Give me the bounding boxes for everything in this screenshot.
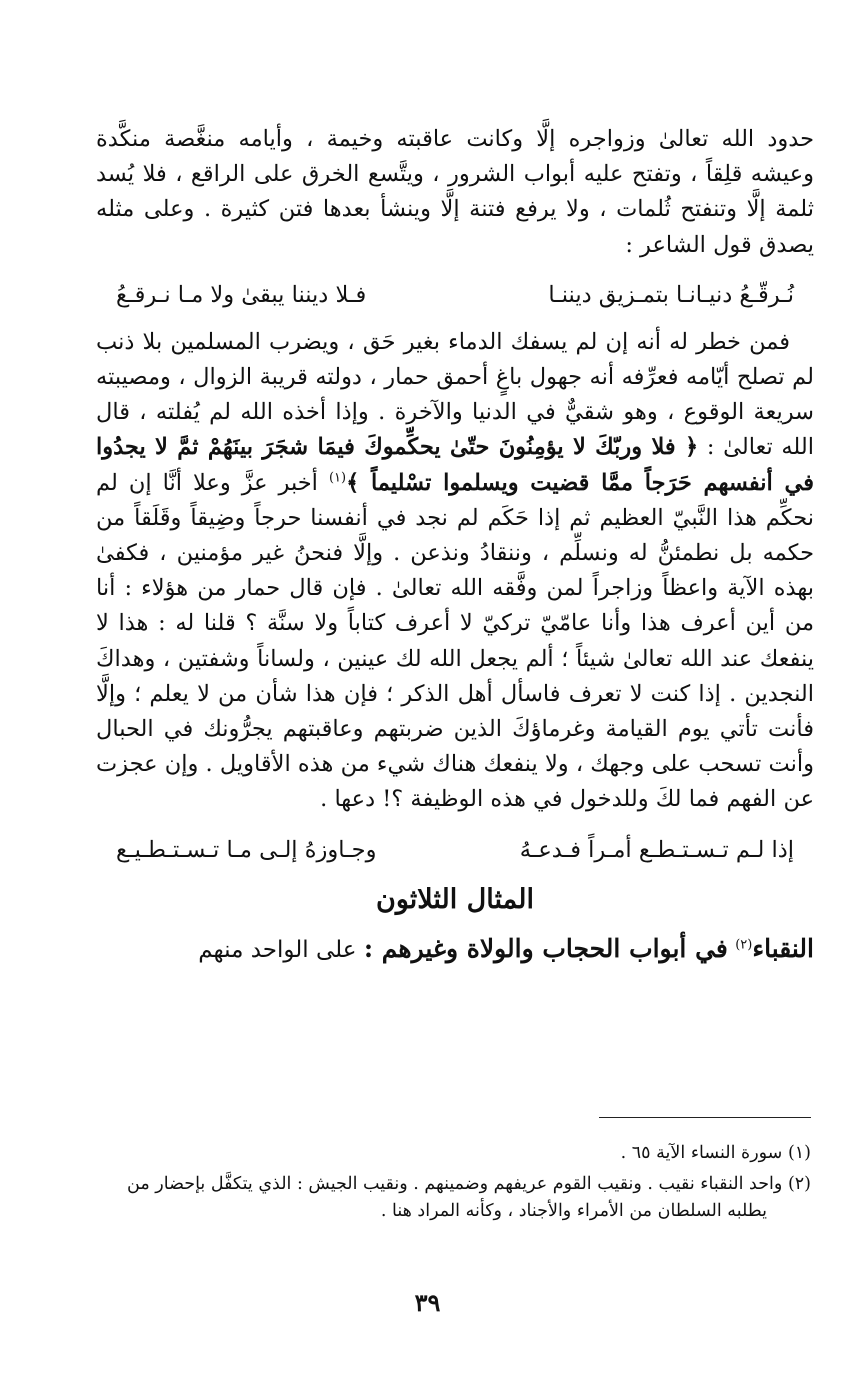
footnote-2-text: واحد النقباء نقيب . ونقيب القوم عريفهم وضمينهم . ونقيب الجيش : الذي يتكفَّل بإحضار من يطلبه السلطان من الأمراء والأجناد ، وكأنه المراد هنا .: [127, 1174, 783, 1221]
footnote-ref-1: (١): [328, 470, 347, 486]
footnotes: [96, 1140, 811, 1229]
verse-2-second-hemistich: وجـاوزهُ إلـى مـا تـسـتـطـيـع: [116, 836, 377, 863]
footnote-2-marker: (٢): [787, 1174, 811, 1194]
page-number: ٣٩: [414, 1288, 441, 1317]
footnote-1-marker: (١): [787, 1143, 811, 1163]
footnote-divider: [599, 1117, 811, 1118]
page-body: [96, 122, 814, 969]
paragraph-1: حدود الله تعالىٰ وزواجره إلَّا وكانت عاقبته وخيمة ، وأيامه منغَّصة منكَّدة وعيشه قلِقاً ، وتفتح عليه أبواب الشرور ، ويتَّسع الخرق على الراقع ، فلا يُسد ثلمة إلَّا وتنفتح ثُلمات ، ولا يرفع فتنة إلَّا وينشأ بعدها فتن كثيرة . وعلى مثله يصدق قول الشاعر :: [96, 126, 814, 258]
paragraph-2: [96, 325, 814, 818]
chapter-lead: [96, 930, 814, 969]
footnote-2: [96, 1171, 811, 1225]
chapter-heading-rest: في أبواب الحجاب والولاة وغيرهم :: [363, 933, 728, 963]
paragraph-2-intro: فمن خطر له أنه إن لم يسفك الدماء بغير حَق ، ويضرب المسلمين بلا ذنب لم تصلح أيّامه فعرِّفه أنه جهول باغٍ أحمق حمار ، دولته قريبة الزوال ، ومصيبته سريعة الوقوع ، وهو شقيٌّ في الدنيا والآخرة . وإذا أخذه الله لم يُفلته ، قال الله تعالىٰ :: [96, 328, 814, 461]
paragraph-2-body: أخبر عزَّ وعلا أنَّا إن لم نحكِّم هذا النَّبيّ العظيم ثم إذا حَكَم لم نجد في أنفسنا حرجاً وضِيقاً وقَلَقاً من حكمه بل نطمئنُّ له ونسلِّم ، وننقادُ ونذعن . وإلَّا فنحنُ غير مؤمنين ، فكفىٰ بهذه الآية واعظاً وزاجراً لمن وفَّقه الله تعالىٰ . فإن قال حمار من هؤلاء : أنا من أين أعرف هذا وأنا عامّيّ تركيّ لا أعرف كتاباً ولا سنَّة ؟ قلنا له : هذا لا ينفعك عند الله تعالىٰ شيئاً ؛ ألم يجعل الله لك عينين ، ولساناً وشفتين ، وهداكَ النجدين . إذا كنت لا تعرف فاسأل أهل الذكر ؛ فإن هذا شأن من لا يعلم ؛ وإلَّا فأنت تأتي يوم القيامة وغرماؤكَ الذين ضربتهم وعاقبتهم يجرُّونك في الحبال وأنت تسحب على وجهك ، ولا ينفعك هناك شيء من هذه الأقاويل . وإن عجزت عن الفهم فما لكَ وللدخول في هذه الوظيفة ؟! دعها .: [96, 469, 814, 813]
quran-verse: ﴿ فلا وربّكَ لا يؤمِنُونَ حتّىٰ يحكِّموكَ فيمَا شجَرَ بينَهُمْ ثمَّ لا يجدُوا في أنفسهم حَرَجاً ممَّا قضيت ويسلموا تسْليماً ﴾: [96, 434, 815, 496]
chapter-lead-text: على الواحد منهم: [198, 936, 357, 963]
footnote-ref-2: (٢): [735, 937, 753, 952]
poetry-verse-2: [116, 832, 794, 868]
footnote-1: [96, 1140, 811, 1167]
verse-2-first-hemistich: إذا لـم تـسـتـطـع أمـراً فـدعـهُ: [519, 836, 794, 863]
footnote-1-text: سورة النساء الآية ٦٥ .: [620, 1143, 783, 1163]
chapter-title: المثال الثلاثون: [375, 883, 534, 915]
verse-1-first-hemistich: نُـرقّـعُ دنيـانـا بتمـزيق ديننـا: [548, 281, 794, 308]
verse-1-second-hemistich: فـلا ديننا يبقىٰ ولا مـا نـرقـعُ: [116, 281, 367, 308]
chapter-heading-term: النقباء: [752, 933, 814, 963]
poetry-verse-1: [116, 277, 794, 313]
